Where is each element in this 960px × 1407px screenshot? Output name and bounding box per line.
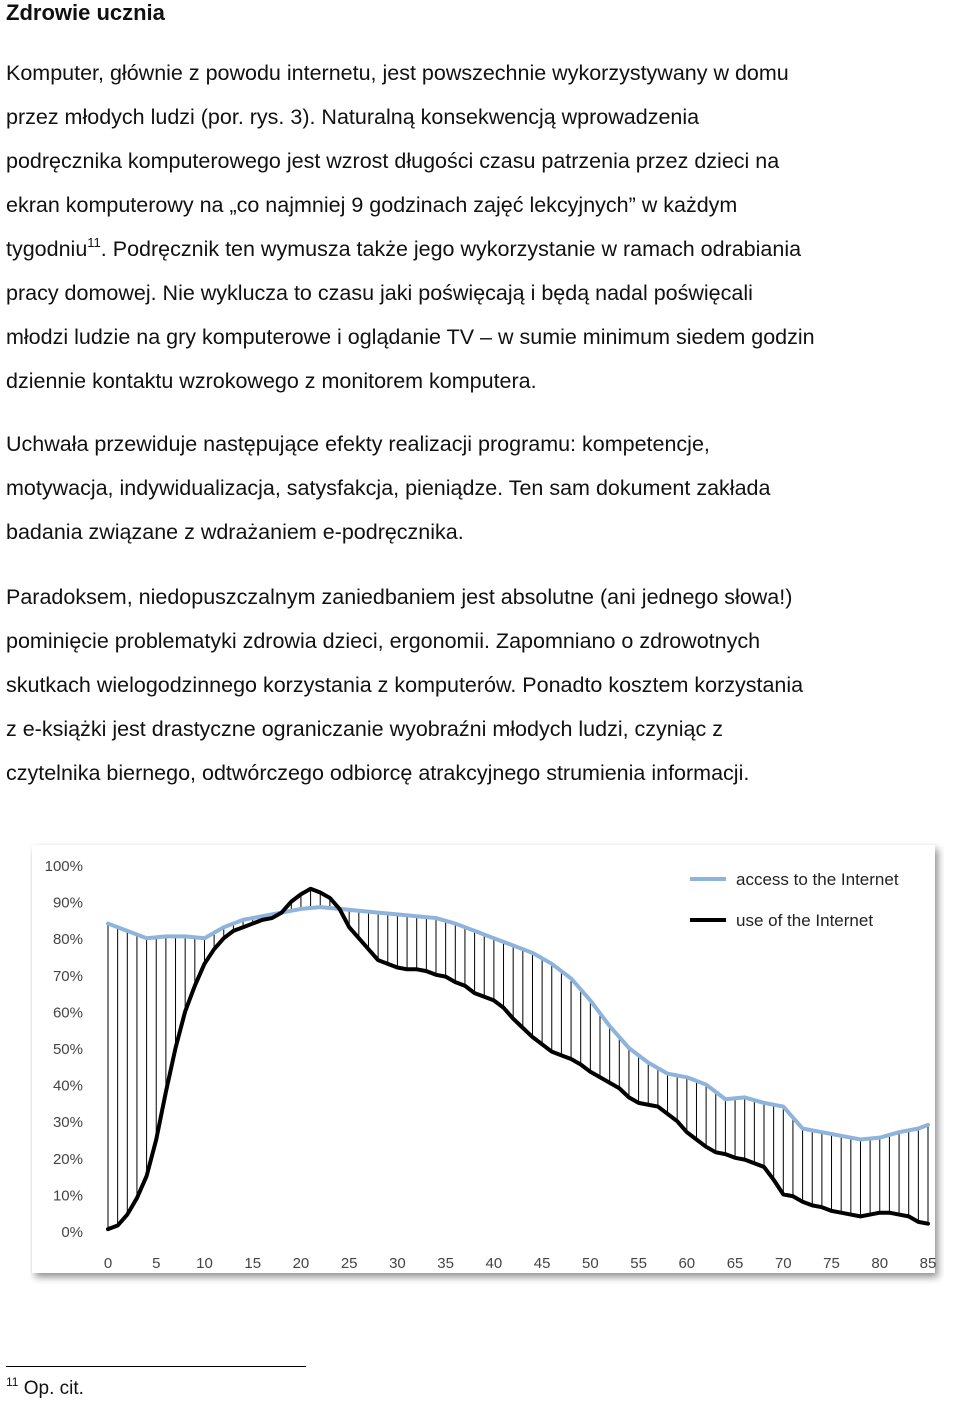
- data-point: [685, 1076, 688, 1079]
- text-line: podręcznika komputerowego jest wzrost długości czasu patrzenia przez dzieci na: [6, 149, 780, 173]
- data-point: [107, 1228, 110, 1231]
- data-point: [203, 937, 206, 940]
- y-tick-label: 60%: [52, 1004, 83, 1022]
- x-tick-label: 25: [340, 1255, 358, 1272]
- text-line: motywacja, indywidualizacja, satysfakcja, pieniądze. Ten sam dokument zakłada: [6, 476, 771, 500]
- data-point: [782, 1193, 785, 1196]
- data-point: [627, 1046, 630, 1049]
- data-point: [492, 937, 495, 940]
- legend-label: use of the Internet: [736, 911, 874, 930]
- x-tick-label: 10: [196, 1255, 213, 1272]
- x-tick-label: 65: [726, 1255, 744, 1272]
- data-point: [926, 1123, 929, 1126]
- data-point: [434, 916, 437, 919]
- data-point: [888, 1211, 891, 1214]
- text-line: pracy domowej. Nie wyklucza to czasu jaki poświęcają i będą nadal poświęcali: [6, 281, 753, 305]
- x-tick-label: 80: [871, 1255, 889, 1272]
- data-point: [512, 944, 515, 947]
- data-point: [589, 999, 592, 1002]
- text-line: Komputer, głównie z powodu internetu, jest powszechnie wykorzystywany w domu: [6, 61, 789, 85]
- data-point: [357, 909, 360, 912]
- data-point: [406, 968, 409, 971]
- data-point: [811, 1204, 814, 1207]
- data-point: [637, 1102, 640, 1105]
- data-point: [174, 1047, 177, 1050]
- data-point: [608, 1024, 611, 1027]
- data-point: [666, 1112, 669, 1115]
- data-point: [753, 1162, 756, 1165]
- data-point: [299, 907, 302, 910]
- data-point: [820, 1131, 823, 1134]
- data-point: [550, 962, 553, 965]
- data-point: [145, 1175, 148, 1178]
- data-point: [280, 911, 283, 914]
- data-point: [560, 1054, 563, 1057]
- data-point: [232, 929, 235, 932]
- data-point: [319, 905, 322, 908]
- data-point: [656, 1105, 659, 1108]
- text-fragment: . Podręcznik ten wymusza także jego wykorzystanie w ramach odrabiania: [100, 237, 802, 261]
- data-point: [724, 1153, 727, 1156]
- data-point: [300, 893, 303, 896]
- data-point: [869, 1213, 872, 1216]
- data-point: [792, 1195, 795, 1198]
- paragraph-1: [6, 51, 956, 403]
- data-point: [396, 966, 399, 969]
- footnote-text: Op. cit.: [23, 1378, 84, 1399]
- data-point: [261, 919, 264, 922]
- data-point: [579, 1063, 582, 1066]
- data-point: [213, 948, 216, 951]
- data-point: [695, 1138, 698, 1141]
- data-point: [666, 1072, 669, 1075]
- x-tick-label: 75: [823, 1255, 840, 1272]
- paragraph-2: [6, 422, 956, 554]
- data-point: [521, 1026, 524, 1029]
- data-point: [820, 1206, 823, 1209]
- section-heading: Zdrowie ucznia: [6, 0, 165, 25]
- data-point: [801, 1127, 804, 1130]
- data-point: [184, 1010, 187, 1013]
- data-point: [328, 897, 331, 900]
- data-point: [415, 915, 418, 918]
- data-point: [309, 887, 312, 890]
- x-tick-label: 5: [152, 1255, 161, 1272]
- data-point: [917, 1220, 920, 1223]
- data-point: [705, 1145, 708, 1148]
- data-point: [830, 1209, 833, 1212]
- x-tick-label: 70: [774, 1255, 792, 1272]
- data-point: [454, 922, 457, 925]
- data-point: [849, 1213, 852, 1216]
- data-point: [193, 984, 196, 987]
- paragraph-3: [6, 575, 956, 795]
- data-point: [164, 1091, 167, 1094]
- data-point: [531, 1036, 534, 1039]
- data-point: [772, 1178, 775, 1181]
- data-point: [859, 1138, 862, 1141]
- data-point: [483, 995, 486, 998]
- data-point: [473, 992, 476, 995]
- data-point: [136, 1197, 139, 1200]
- text-line: pominięcie problematyki zdrowia dzieci, ergonomii. Zapomniano o zdrowotnych: [6, 629, 761, 653]
- data-point: [454, 981, 457, 984]
- data-point: [502, 1006, 505, 1009]
- internet-usage-chart: [30, 843, 944, 1285]
- data-point: [705, 1083, 708, 1086]
- y-tick-label: 80%: [52, 931, 83, 949]
- text-line: czytelnika biernego, odtwórczego odbiorcę atrakcyjnego strumienia informacji.: [6, 761, 750, 785]
- data-point: [541, 1043, 544, 1046]
- data-point: [763, 1166, 766, 1169]
- data-point: [589, 1070, 592, 1073]
- footnote: [6, 1375, 84, 1400]
- data-point: [743, 1096, 746, 1099]
- data-point: [377, 911, 380, 914]
- data-point: [222, 926, 225, 929]
- data-point: [386, 962, 389, 965]
- text-line: badania związane z wdrażaniem e-podręcznika.: [6, 520, 464, 544]
- y-tick-label: 50%: [52, 1041, 83, 1058]
- data-point: [222, 937, 225, 940]
- data-point: [618, 1087, 621, 1090]
- x-tick-label: 45: [533, 1255, 551, 1272]
- x-tick-label: 20: [292, 1255, 310, 1272]
- x-tick-label: 85: [919, 1255, 937, 1272]
- data-point: [801, 1200, 804, 1203]
- data-point: [261, 915, 264, 918]
- text-line: Paradoksem, niedopuszczalnym zaniedbaniem jest absolutne (ani jednego słowa!): [6, 585, 793, 609]
- text-line: ekran komputerowy na „co najmniej 9 godzinach zajęć lekcyjnych” w każdym: [6, 193, 738, 217]
- data-point: [762, 1101, 765, 1104]
- data-point: [840, 1134, 843, 1137]
- x-tick-label: 30: [389, 1255, 406, 1272]
- data-point: [724, 1098, 727, 1101]
- x-tick-label: 60: [678, 1255, 696, 1272]
- data-point: [319, 891, 322, 894]
- y-tick-label: 40%: [52, 1077, 83, 1095]
- footnote-reference[interactable]: 11: [87, 235, 101, 250]
- data-point: [377, 959, 380, 962]
- data-point: [106, 922, 109, 925]
- data-point: [145, 937, 148, 940]
- data-point: [878, 1211, 881, 1214]
- text-line: Uchwała przewiduje następujące efekty realizacji programu: kompetencje,: [6, 432, 710, 456]
- data-point: [155, 1138, 158, 1141]
- footnote-divider: [6, 1366, 306, 1367]
- y-tick-label: 90%: [52, 894, 83, 912]
- data-point: [290, 900, 293, 903]
- data-point: [531, 951, 534, 954]
- data-point: [164, 935, 167, 938]
- data-point: [464, 984, 467, 987]
- data-point: [676, 1120, 679, 1123]
- data-point: [917, 1127, 920, 1130]
- text-line: przez młodych ludzi (por. rys. 3). Naturalną konsekwencją wprowadzenia: [6, 105, 700, 129]
- data-point: [782, 1105, 785, 1108]
- text-line: skutkach wielogodzinnego korzystania z komputerów. Ponadto kosztem korzystania: [6, 673, 804, 697]
- y-tick-label: 0%: [61, 1224, 83, 1241]
- data-point: [897, 1131, 900, 1134]
- data-point: [898, 1213, 901, 1216]
- x-tick-label: 35: [437, 1255, 454, 1272]
- y-tick-label: 20%: [52, 1150, 83, 1168]
- data-point: [840, 1211, 843, 1214]
- data-point: [348, 926, 351, 929]
- data-point: [415, 968, 418, 971]
- data-point: [241, 918, 244, 921]
- data-point: [435, 973, 438, 976]
- data-point: [647, 1061, 650, 1064]
- data-point: [512, 1017, 515, 1020]
- data-point: [396, 913, 399, 916]
- text-line: dziennie kontaktu wzrokowego z monitorem komputera.: [6, 369, 537, 393]
- data-point: [647, 1103, 650, 1106]
- data-point: [126, 1213, 129, 1216]
- data-point: [444, 975, 447, 978]
- x-tick-label: 15: [244, 1255, 262, 1272]
- data-point: [608, 1081, 611, 1084]
- data-point: [714, 1151, 717, 1154]
- data-point: [357, 937, 360, 940]
- data-point: [271, 917, 274, 920]
- data-point: [569, 977, 572, 980]
- y-tick-label: 70%: [52, 967, 83, 985]
- text-fragment: tygodniu: [6, 237, 88, 261]
- x-tick-label: 55: [630, 1255, 647, 1272]
- data-point: [859, 1215, 862, 1218]
- data-point: [599, 1076, 602, 1079]
- footnote-number: 11: [6, 1375, 19, 1389]
- text-line: młodzi ludzie na gry komputerowe i oglądanie TV – w sumie minimum siedem godzin: [6, 325, 815, 349]
- data-point: [492, 999, 495, 1002]
- data-point: [338, 908, 341, 911]
- text-line-with-footnote: [6, 227, 956, 271]
- data-point: [570, 1058, 573, 1061]
- data-point: [927, 1222, 930, 1225]
- data-point: [628, 1096, 631, 1099]
- data-point: [685, 1131, 688, 1134]
- data-point: [907, 1215, 910, 1218]
- data-point: [734, 1156, 737, 1159]
- legend-label: access to the Internet: [736, 870, 899, 889]
- y-tick-label: 30%: [52, 1114, 83, 1132]
- x-tick-label: 50: [582, 1255, 599, 1272]
- data-point: [743, 1158, 746, 1161]
- data-point: [878, 1136, 881, 1139]
- data-point: [367, 948, 370, 951]
- data-point: [425, 970, 428, 973]
- text-line: z e-książki jest drastyczne ograniczanie wyobraźni młodych ludzi, czyniąc z: [6, 717, 723, 741]
- data-point: [242, 926, 245, 929]
- data-point: [116, 1224, 119, 1227]
- y-tick-label: 10%: [52, 1187, 83, 1205]
- data-point: [473, 929, 476, 932]
- data-point: [126, 929, 129, 932]
- chart-frame: [32, 845, 935, 1273]
- y-tick-label: 100%: [44, 858, 83, 875]
- data-point: [251, 922, 254, 925]
- data-point: [184, 935, 187, 938]
- x-tick-label: 0: [103, 1255, 113, 1272]
- data-point: [203, 962, 206, 965]
- x-tick-label: 40: [485, 1255, 503, 1272]
- data-point: [550, 1050, 553, 1053]
